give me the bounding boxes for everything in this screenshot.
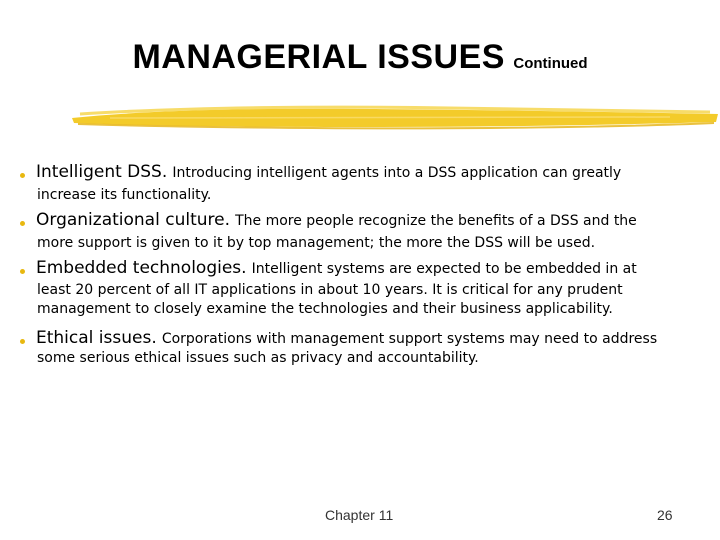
page-number: 26 bbox=[657, 507, 673, 523]
bullet-icon bbox=[20, 269, 25, 274]
bullet-text: Corporations with management support systems may need to address bbox=[161, 331, 658, 347]
bullet-continuation: least 20 percent of all IT applications in about 10 years. It is critical for any prudent bbox=[37, 282, 623, 298]
bullet-first-line bbox=[36, 210, 637, 230]
title-main: MANAGERIAL ISSUES bbox=[132, 38, 505, 76]
slide-title bbox=[0, 38, 720, 77]
bullet-icon bbox=[20, 173, 25, 178]
bullet-heading: Embedded technologies. bbox=[36, 258, 247, 278]
title-underline-brushstroke bbox=[70, 100, 720, 136]
bullet-first-line bbox=[36, 258, 637, 278]
bullet-text: The more people recognize the benefits of a DSS and the bbox=[235, 213, 637, 229]
bullet-first-line bbox=[36, 328, 657, 348]
bullet-first-line bbox=[36, 162, 621, 182]
bullet-continuation: some serious ethical issues such as privacy and accountability. bbox=[37, 350, 479, 366]
bullet-icon bbox=[20, 339, 25, 344]
bullet-heading: Ethical issues. bbox=[36, 328, 157, 348]
bullet-continuation: increase its functionality. bbox=[37, 187, 212, 203]
bullet-continuation: more support is given to it by top management; the more the DSS will be used. bbox=[37, 235, 596, 251]
bullet-heading: Organizational culture. bbox=[36, 210, 230, 230]
footer-chapter: Chapter 11 bbox=[325, 507, 394, 523]
bullet-heading: Intelligent DSS. bbox=[36, 162, 168, 182]
bullet-continuation: management to closely examine the technologies and their business applicability. bbox=[37, 301, 613, 317]
bullet-icon bbox=[20, 221, 25, 226]
bullet-text: Introducing intelligent agents into a DSS application can greatly bbox=[172, 165, 622, 181]
title-suffix: Continued bbox=[513, 55, 588, 72]
bullet-text: Intelligent systems are expected to be embedded in at bbox=[251, 261, 637, 277]
